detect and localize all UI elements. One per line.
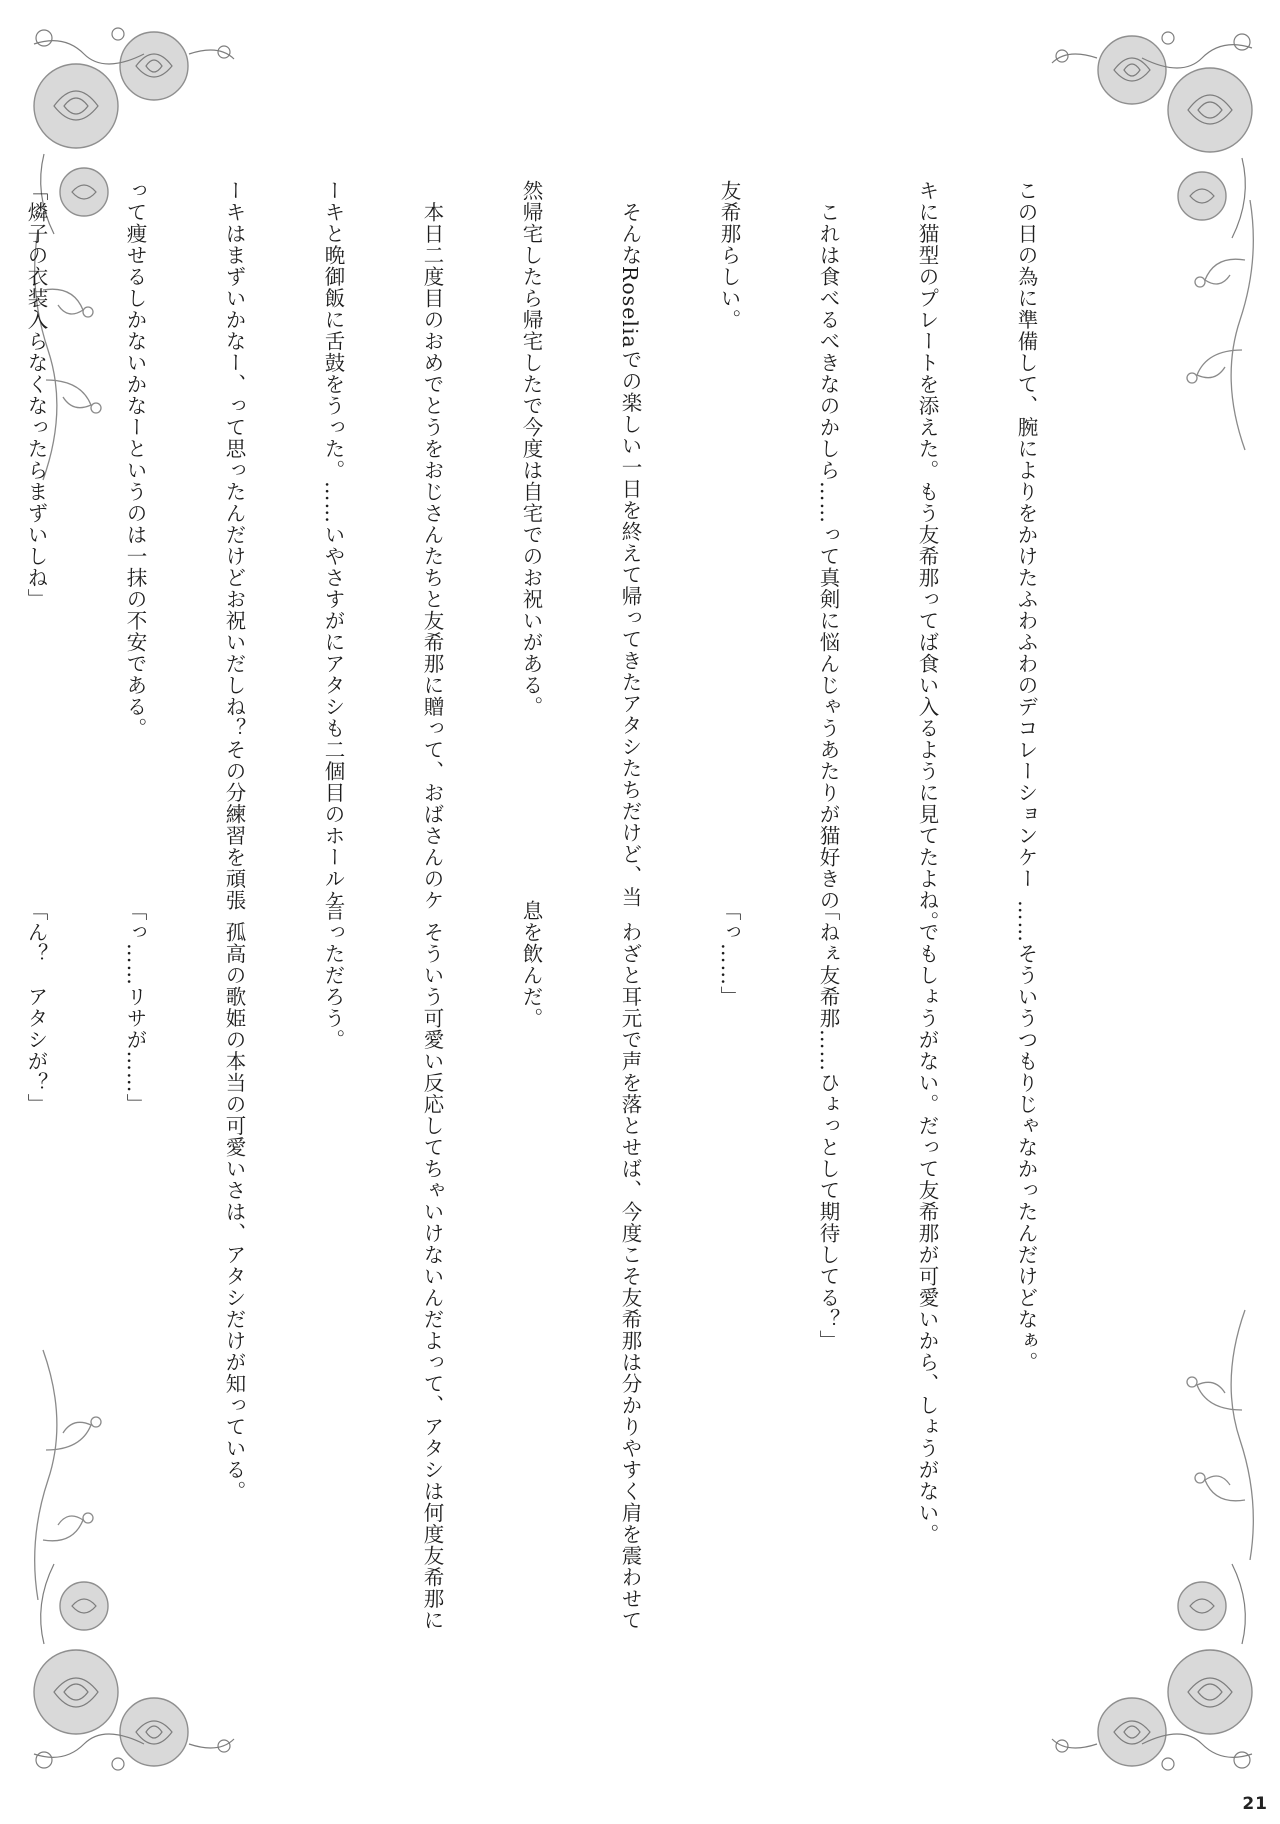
text-line: 孤高の歌姫の本当の可愛いさは、アタシだけが知っている。 [222,900,246,1502]
text-line: 「っ……」 [717,900,741,1008]
vine-ornament-right-top [1160,200,1270,460]
text-line: これは食べるべきなのかしら……って真剣に悩んじゃうあたりが猫好きの [816,180,840,911]
vine-ornament-right-bottom [1160,1300,1270,1560]
text-line: 「ねぇ友希那……ひょっとして期待してる？」 [816,900,840,1352]
text-line: 「っ……リサが……」 [123,900,147,1115]
text-line: そういう可愛い反応してちゃいけないんだよって、アタシは何度友希那に [420,900,444,1631]
page-number: 21 [1242,1794,1268,1814]
text-line: ーキはまずいかなー、って思ったんだけどお祝いだしね？その分練習を頑張 [222,180,246,911]
upper-text-block [0,180,1108,933]
rose-ornament-bottom-right [1042,1524,1272,1784]
text-line: ーキと晩御飯に舌鼓をうった。……いやさすがにアタシも二個目のホールケ [321,180,345,911]
text-line: この日の為に準備して、腕によりをかけたふわふわのデコレーションケー [1014,180,1038,890]
text-line: 言っただろう。 [321,900,345,1051]
text-line: キに猫型のプレートを添えた。もう友希那ってば食い入るように見てたよね。 [915,180,939,933]
text-line: そんなRoseliaでの楽しい一日を終えて帰ってきたアタシたちだけど、当 [618,180,642,908]
text-line: ……そういうつもりじゃなかったんだけどなぁ。 [1014,900,1038,1373]
text-line: 友希那らしい。 [717,180,741,331]
text-line: って痩せるしかないかなーというのは一抹の不安である。 [123,180,147,739]
text-line: 本日二度目のおめでとうをおじさんたちと友希那に贈って、おばさんのケ [420,180,444,911]
text-line: 「燐子の衣装入らなくなったらまずいしね」 [24,180,48,610]
text-line: わざと耳元で声を落とせば、今度こそ友希那は分かりやすく肩を震わせて [618,900,642,1631]
lower-text-block [0,900,1108,1631]
text-line: 然帰宅したら帰宅したで今度は自宅でのお祝いがある。 [519,180,543,718]
text-line: 息を飲んだ。 [519,900,543,1029]
text-line: でもしょうがない。だって友希那が可愛いから、しょうがない。 [915,900,939,1545]
text-line: 「ん？ アタシが？」 [24,900,48,1115]
